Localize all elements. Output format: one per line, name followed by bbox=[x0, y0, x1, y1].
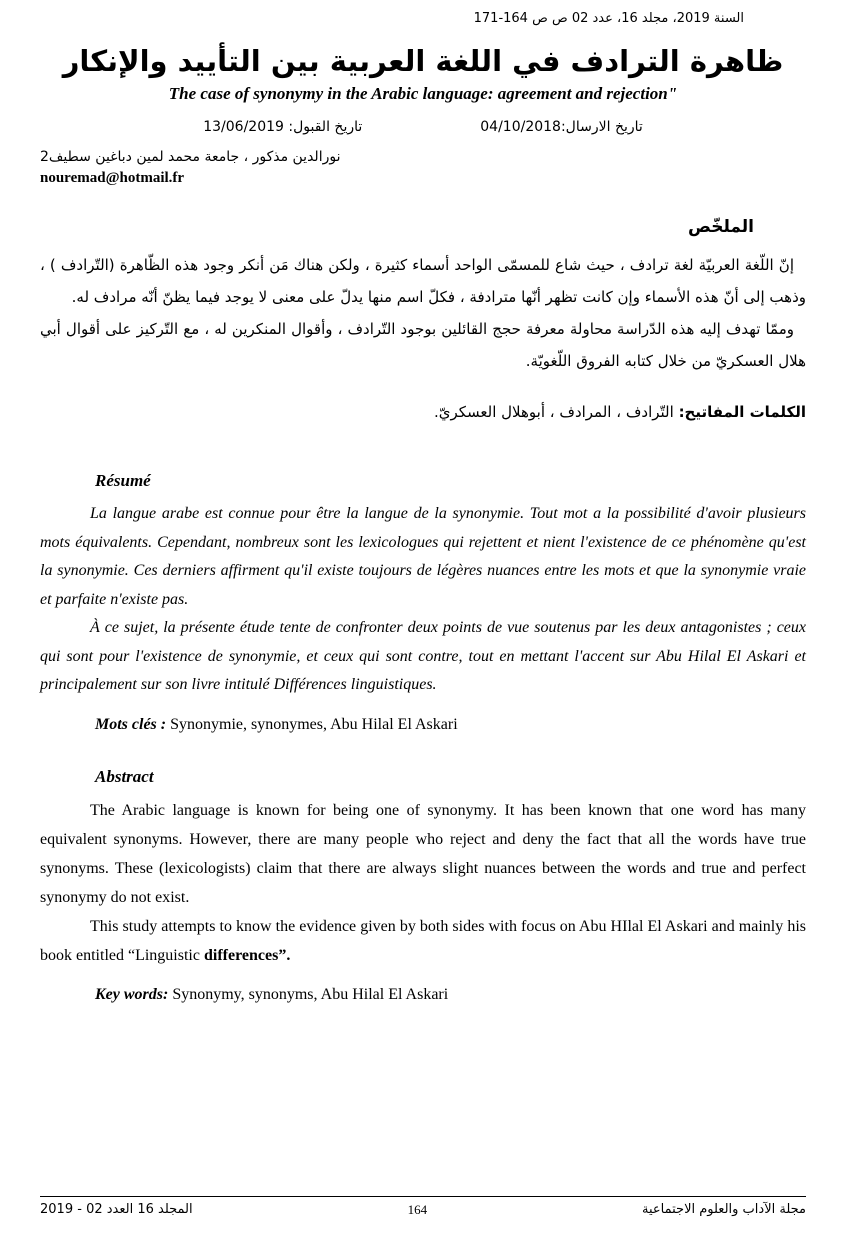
resume-french-paragraph-2: À ce sujet, la présente étude tente de confronter deux points de vue soutenus par les deux antagonistes ; ceux qui sont pour l'existence de synonymie, et ceux qui sont contre, tout en mettant l'accent sur Abu Hilal El Askari et principalement sur son livre intitulé Différences linguistiques. bbox=[40, 619, 806, 693]
journal-issue-info: السنة 2019، مجلد 16، عدد 02 ص ص 164-171 bbox=[473, 11, 744, 26]
received-date: تاريخ الارسال:04/10/2018 bbox=[480, 119, 643, 135]
keywords-french-label: Mots clés : bbox=[95, 715, 171, 733]
page-footer bbox=[40, 1196, 806, 1219]
abstract-english-paragraph-2-text: This study attempts to know the evidence given by both sides with focus on Abu HIlal El Askari and mainly his book entitled “Linguistic bbox=[40, 917, 806, 964]
keywords-english-label: Key words: bbox=[95, 985, 173, 1003]
article-title-english: The case of synonymy in the Arabic language: agreement and rejection" bbox=[168, 84, 678, 103]
keywords-english-line bbox=[40, 984, 806, 1006]
accepted-date: تاريخ القبول: 13/06/2019 bbox=[203, 119, 363, 135]
submission-dates-row bbox=[40, 117, 806, 137]
keywords-french-values: Synonymie, synonymes, Abu Hilal El Askari bbox=[170, 715, 458, 733]
footer-volume-info: المجلد 16 العدد 02 - 2019 bbox=[40, 1202, 193, 1217]
abstract-arabic-paragraph-2: وممّا تهدف إليه هذه الدّراسة محاولة معرفة حجج القائلين بوجود التّرادف ، وأقوال المنكرين له ، مع التّركيز على أقوال أبي هلال العسكريّ من خلال كتابه الفروق اللّغويّة. bbox=[40, 320, 806, 370]
abstract-english-paragraph-2 bbox=[40, 912, 806, 970]
resume-french-paragraph-1: La langue arabe est connue pour être la langue de la synonymie. Tout mot a la possibilité d'avoir plusieurs mots équivalents. Cependant, nombreux sont les lexicologues qui rejettent et nient l'existence de ce phénomène qu'est la synonymie. Ces derniers affirment qu'il existe toujours de légères nuances entre les mots et que la synonymie vraie et parfaite n'existe pas. bbox=[40, 505, 806, 608]
keywords-arabic-label: الكلمات المفاتيح: bbox=[678, 403, 806, 421]
footer-page-number: 164 bbox=[407, 1202, 428, 1217]
abstract-english-paragraph-2-bold: differences”. bbox=[203, 946, 291, 964]
keywords-arabic-line bbox=[40, 400, 806, 424]
resume-french-heading: Résumé bbox=[95, 471, 151, 490]
keywords-arabic-values: التّرادف ، المرادف ، أبوهلال العسكريّ. bbox=[433, 403, 679, 421]
footer-journal-name: مجلة الآداب والعلوم الاجتماعية bbox=[641, 1202, 806, 1217]
abstract-arabic-paragraph-1: إنّ اللّغة العربيّة لغة ترادف ، حيث شاع للمسمّى الواحد أسماء كثيرة ، ولكن هناك مَن أنكر وجود هذه الظّاهرة (التّرادف ) ، وذهب إلى أنّ هذه الأسماء وإن كانت تظهر أنّها مترادفة ، فكلّ اسم منها يدلّ على معنى لا يوجد فيما يظنّ أنّه مرادف له. bbox=[40, 256, 806, 306]
article-title-arabic: ظاهرة الترادف في اللغة العربية بين التأييد والإنكار bbox=[62, 44, 784, 78]
author-email: nouremad@hotmail.fr bbox=[40, 170, 185, 186]
abstract-arabic-heading: الملخّص bbox=[688, 217, 754, 237]
author-block bbox=[40, 147, 806, 189]
abstract-english-heading: Abstract bbox=[95, 766, 154, 786]
keywords-french-line bbox=[40, 714, 806, 736]
abstract-english-paragraph-1: The Arabic language is known for being one of synonymy. It has been known that one word has many equivalent synonyms. However, there are many people who reject and deny the fact that all the words have true synonyms. These (lexicologists) claim that there are always slight nuances between the words and true and perfect synonymy do not exist. bbox=[40, 801, 806, 906]
keywords-english-values: Synonymy, synonyms, Abu Hilal El Askari bbox=[172, 985, 449, 1003]
author-name-affiliation: نورالدين مذكور ، جامعة محمد لمين دباغين سطيف2 bbox=[40, 149, 341, 165]
